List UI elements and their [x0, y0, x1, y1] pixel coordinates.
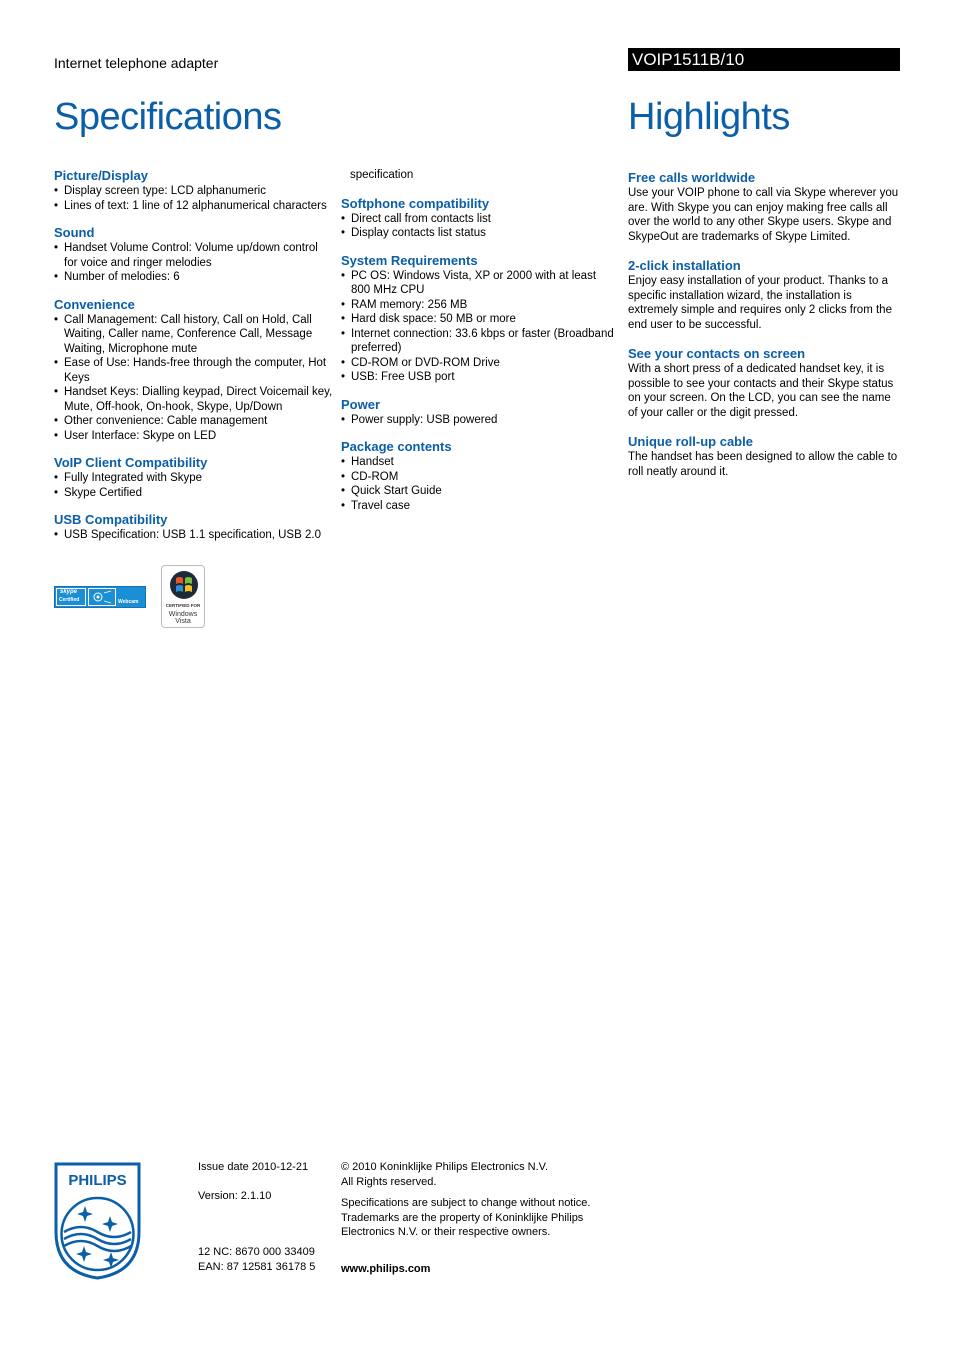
spec-item: • Power supply: USB powered	[341, 413, 616, 428]
spec-item: • Other convenience: Cable management	[54, 414, 334, 429]
spec-section	[54, 168, 334, 213]
spec-item: • Fully Integrated with Skype	[54, 471, 334, 486]
spec-item: • Call Management: Call history, Call on Hold, Call Waiting, Caller name, Conference Call, Message Waiting, Microphone mute	[54, 313, 334, 357]
spec-section	[54, 297, 334, 444]
spec-section	[54, 455, 334, 500]
skype-certified-text: Certified	[59, 597, 80, 603]
spec-continuation: specification	[350, 169, 414, 181]
spec-section	[341, 397, 616, 428]
spec-item: • USB Specification: USB 1.1 specification, USB 2.0	[54, 528, 334, 543]
issue-date: Issue date 2010-12-21	[198, 1161, 309, 1173]
spec-section-title: Power	[341, 396, 381, 412]
spec-section	[54, 225, 334, 285]
spec-section	[341, 253, 616, 385]
disclaimer-line: Specifications are subject to change without notice.	[341, 1197, 591, 1209]
spec-item: • Internet connection: 33.6 kbps or faster (Broadband preferred)	[341, 327, 616, 356]
model-number-bar: VOIP1511B/10	[628, 48, 900, 71]
highlight-section	[628, 170, 903, 244]
specifications-title: Specifications	[54, 96, 282, 138]
spec-item: • Handset	[341, 455, 616, 470]
specs-column-2	[341, 168, 616, 525]
spec-item: • Ease of Use: Hands-free through the computer, Hot Keys	[54, 356, 334, 385]
spec-section-title: Convenience	[54, 296, 135, 312]
highlight-section	[628, 434, 903, 479]
highlight-section	[628, 346, 903, 420]
website-link[interactable]: www.philips.com	[341, 1262, 431, 1275]
spec-section-title: VoIP Client Compatibility	[54, 455, 208, 470]
spec-section-title: Softphone compatibility	[341, 195, 490, 211]
webcam-icon	[88, 588, 116, 606]
highlight-text: The handset has been designed to allow the cable to roll neatly around it.	[628, 451, 898, 478]
spec-item: • PC OS: Windows Vista, XP or 2000 with at least 800 MHz CPU	[341, 269, 616, 298]
spec-section	[341, 196, 616, 241]
windows-vista-certified-badge	[161, 565, 205, 628]
spec-item: • Handset Keys: Dialling keypad, Direct Voicemail key, Mute, Off-hook, On-hook, Skype, Up/Down	[54, 385, 334, 414]
highlight-section	[628, 258, 903, 332]
nc-number: 12 NC: 8670 000 33409	[198, 1246, 315, 1258]
highlights-column	[628, 170, 903, 493]
spec-item: • User Interface: Skype on LED	[54, 429, 334, 444]
footer-column-1	[198, 1160, 338, 1274]
rights-reserved: All Rights reserved.	[341, 1175, 437, 1188]
certification-logos	[54, 564, 214, 630]
spec-item: • Display screen type: LCD alphanumeric	[54, 184, 334, 199]
specs-column-1	[54, 168, 334, 555]
disclaimer-line: Trademarks are the property of Koninklijke Philips	[341, 1211, 584, 1224]
spec-item: • Number of melodies: 6	[54, 270, 334, 285]
svg-text:PHILIPS: PHILIPS	[68, 1172, 127, 1189]
highlight-text: Enjoy easy installation of your product. Thanks to a specific installation wizard, the installation is extremely simple and requires only 2 clicks from the end user to be successful.	[628, 275, 892, 331]
highlight-title: Unique roll-up cable	[628, 434, 753, 449]
vista-cert-label: CERTIFIED FOR	[165, 603, 201, 608]
spec-item: • Travel case	[341, 499, 616, 514]
spec-section-title: USB Compatibility	[54, 512, 168, 527]
spec-section	[54, 512, 334, 543]
spec-item: • Skype Certified	[54, 486, 334, 501]
highlight-title: See your contacts on screen	[628, 346, 806, 361]
spec-section-title: System Requirements	[341, 252, 478, 268]
spec-section-title: Sound	[54, 225, 95, 240]
philips-shield-logo	[54, 1162, 141, 1280]
highlight-text: Use your VOIP phone to call via Skype wherever you are. With Skype you can enjoy making free calls all over the world to any other Skype users. Skype and SkypeOut are trademarks of Skype Limited.	[628, 187, 899, 243]
spec-item: • USB: Free USB port	[341, 370, 616, 385]
disclaimer-line: Electronics N.V. or their respective owners.	[341, 1226, 551, 1238]
highlights-title: Highlights	[628, 96, 790, 138]
product-type: Internet telephone adapter	[54, 55, 219, 71]
highlight-text: With a short press of a dedicated handset key, it is possible to see your contacts and their Skype status on your screen. On the LCD, you can see the name of your caller or the digit pressed.	[628, 363, 894, 419]
vista-windows-label: Windows Vista	[168, 611, 198, 625]
spec-item: • CD-ROM	[341, 470, 616, 485]
spec-section-title: Package contents	[341, 439, 452, 454]
highlight-title: 2-click installation	[628, 258, 741, 273]
spec-item: • Display contacts list status	[341, 226, 616, 241]
spec-item: • Direct call from contacts list	[341, 212, 616, 227]
windows-flag-icon	[162, 566, 206, 602]
spec-item: • Lines of text: 1 line of 12 alphanumerical characters	[54, 199, 334, 214]
spec-item: • Handset Volume Control: Volume up/down control for voice and ringer melodies	[54, 241, 334, 270]
spec-item: • CD-ROM or DVD-ROM Drive	[341, 356, 616, 371]
spec-section	[341, 439, 616, 513]
spec-item: • Hard disk space: 50 MB or more	[341, 312, 616, 327]
webcam-label: Webcam	[118, 599, 139, 605]
version: Version: 2.1.10	[198, 1189, 272, 1202]
copyright: © 2010 Koninklijke Philips Electronics N.V.	[341, 1161, 549, 1173]
highlight-title: Free calls worldwide	[628, 170, 756, 185]
spec-item: • Quick Start Guide	[341, 484, 616, 499]
skype-certified-badge	[54, 586, 146, 608]
spec-item: • RAM memory: 256 MB	[341, 298, 616, 313]
spec-section-title: Picture/Display	[54, 168, 148, 183]
skype-logo-text: skype	[60, 589, 78, 595]
ean-number: EAN: 87 12581 36178 5	[198, 1260, 316, 1273]
footer-column-2	[341, 1160, 601, 1276]
